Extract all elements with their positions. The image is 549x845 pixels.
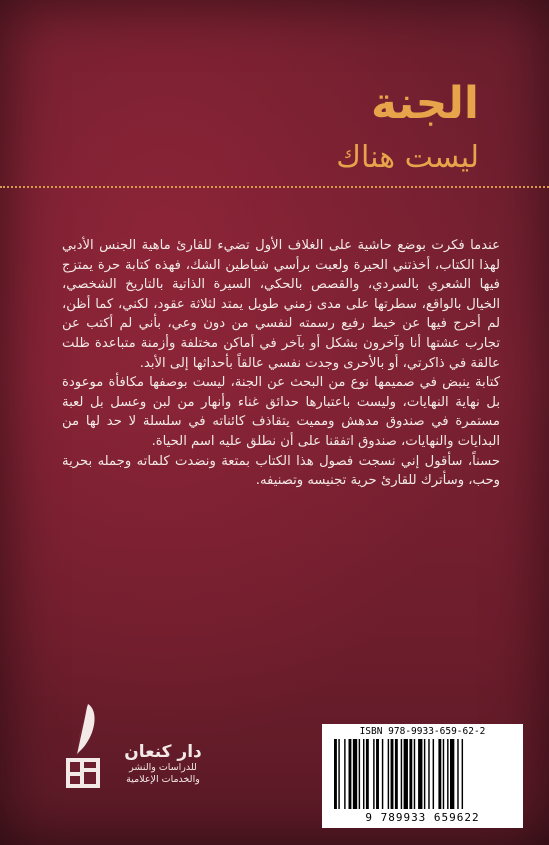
publisher-tagline-2: والخدمات الإعلامية (126, 774, 200, 785)
isbn-number: ISBN 978-9933-659-62-2 (359, 726, 486, 737)
publisher-tagline-1: للدراسات والنشر (129, 762, 197, 773)
barcode-bar (428, 739, 429, 809)
dotted-divider (0, 186, 549, 188)
barcode-bar (353, 739, 357, 809)
isbn-barcode (322, 724, 523, 828)
barcode-bar (447, 739, 448, 809)
barcode-bar (414, 739, 415, 809)
barcode-bar (344, 739, 345, 809)
publisher-block (118, 742, 208, 786)
barcode-bar (401, 739, 402, 809)
publisher-logo-quill-icon (58, 700, 108, 792)
barcode-bar (438, 739, 441, 809)
blurb-paragraph: عندما فكرت بوضع حاشية على الغلاف الأول تضيء للقارئ ماهية الجنس الأدبي لهذا الكتاب، أخذتني الحيرة ولعبت برأسي شياطين الشك، فهذه كتابة حرة يمتزج فيها الشعري بالسردي، والقصص بالحكي، السيرة الذاتية بالتاريخ الشخصي، الخيال بالواقع، سطرتها على مدى زمني طويل يمتد لثلاثة عقود، لكني، كما أظن، لم أخرج فيها عن خيط رفيع رسمته لنفسي من دون وعي، بأني لم أكتب عن تجارب عشتها أنا وآخرون بشكل أو بآخر في أماكن مختلفة وأزمنة متباعدة ظلت عالقة في ذاكرتي، أو بالأحرى وجدت نفسي عالقاً بأحداثها إلى الأبد. (62, 238, 500, 371)
barcode-bar (359, 739, 360, 809)
book-title: الجنة (371, 78, 479, 129)
barcode-bar (462, 739, 463, 809)
barcode-bar (338, 739, 339, 809)
barcode-bar (443, 739, 444, 809)
barcode-bar (373, 739, 374, 809)
publisher-name: دار كنعان (124, 742, 202, 762)
blurb-paragraph: كتابة ينبض في صميمها نوع من البحث عن الجنة، ليست بوصفها مكافأة موعودة بل نهاية النهايات، وليست باعتبارها حدائق غناء وأنهار من لبن وعسل بل لعبة مستمرة في صندوق مدهش ومميت يتقاذف كائناته في سلسلة لا حد لها من البدايات والنهايات، صندوق اتفقنا على أن نطلق عليه اسم الحياة. (62, 375, 500, 449)
barcode-bar (366, 739, 369, 809)
book-subtitle: ليست هناك (336, 140, 479, 175)
ean-number: 9 789933 659622 (365, 811, 480, 824)
barcode-bar (418, 739, 422, 809)
blurb-paragraph: حسناً، سأقول إني نسجت فصول هذا الكتاب بمتعة ونضدت كلماته وجمله بحرية وحب، وسأترك للقارئ حرية تجنيسه وتصنيفه. (62, 453, 500, 489)
barcode-bar (457, 739, 458, 809)
barcode-bar (391, 739, 394, 809)
barcode-bar (450, 739, 454, 809)
blurb-text (62, 236, 500, 491)
barcode-bars (332, 739, 513, 809)
barcode-bar (363, 739, 364, 809)
barcode-bar (388, 739, 389, 809)
barcode-bar (376, 739, 379, 809)
barcode-bar (404, 739, 408, 809)
barcode-bar (334, 739, 337, 809)
barcode-bar (424, 739, 425, 809)
barcode-bar (433, 739, 434, 809)
barcode-bar (409, 739, 412, 809)
barcode-bar (395, 739, 398, 809)
barcode-bar (349, 739, 352, 809)
barcode-bar (382, 739, 383, 809)
